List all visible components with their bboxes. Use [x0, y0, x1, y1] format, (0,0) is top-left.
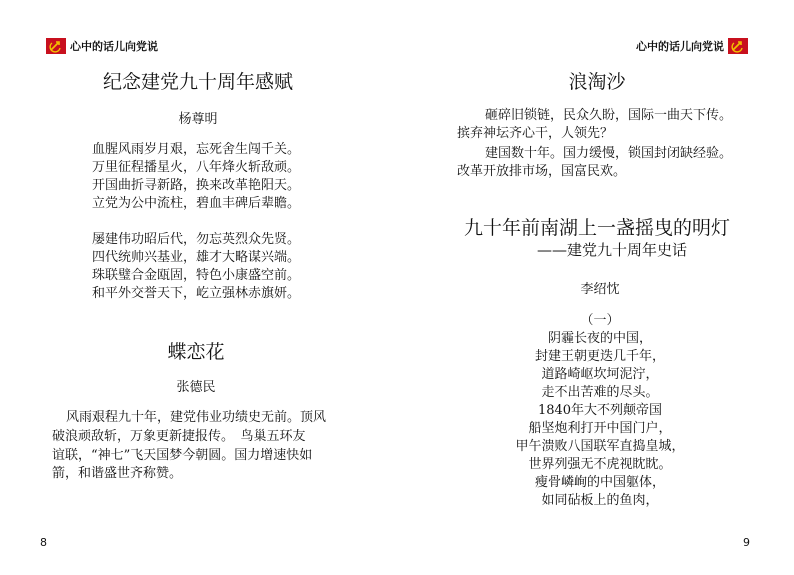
poem-line: 四代统帅兴基业，雄才大略谋兴端。	[92, 250, 301, 265]
poem-line: 血腥风雨岁月艰，忘死舍生闯千关。	[92, 142, 301, 157]
poem-subtitle: ——建党九十周年史话	[536, 241, 688, 259]
poem-line: 道路崎岖坎坷泥泞，	[541, 367, 659, 382]
poem-line: 箭，和谐盛世齐称赞。	[52, 466, 183, 481]
poem-author: 李绍忱	[580, 282, 620, 297]
poem-line: 改革开放排市场，国富民欢。	[457, 164, 627, 179]
poem-line: 世界列强无不虎视眈眈。	[528, 457, 672, 472]
poem-line: 阴霾长夜的中国，	[547, 331, 653, 346]
running-title: 心中的话儿向党说	[636, 40, 724, 53]
poem-line: 珠联璧合金瓯固，特色小康盛空前。	[92, 268, 301, 283]
right-page	[397, 0, 794, 575]
running-title: 心中的话儿向党说	[70, 40, 158, 53]
poem-line: 屡建伟功昭后代，勿忘英烈众先贤。	[92, 232, 301, 247]
running-header-left	[46, 38, 158, 54]
poem-line: 建国数十年。国力缓慢，锁国封闭缺经验。	[485, 146, 733, 161]
poem-line: 1840年大不列颠帝国	[537, 403, 663, 418]
poem-line: 船坚炮利打开中国门户，	[528, 421, 672, 436]
poem-line: 甲午溃败八国联军直捣皇城，	[515, 439, 685, 454]
poem-line: 立党为公中流柱，碧血丰碑后辈瞻。	[92, 196, 301, 211]
poem-title: 浪淘沙	[568, 71, 626, 93]
poem-line: 和平外交誉天下，屹立强林赤旗妍。	[92, 286, 301, 301]
poem-line: 封建王朝更迭几千年，	[534, 349, 666, 364]
poem-line: 破浪顽敌斩，万象更新捷报传。 鸟巢五环友	[52, 429, 306, 444]
poem-author: 杨尊明	[178, 112, 218, 127]
poem-line: 摈弃神坛齐心干，人领先？	[457, 126, 614, 141]
poem-line: 风雨艰程九十年，建党伟业功绩史无前。顶风	[66, 410, 327, 425]
hammer-and-sickle-icon	[46, 38, 66, 54]
poem-line: 谊联，“神七”飞天国梦今朝圆。国力增速快如	[52, 448, 313, 463]
poem-title: 纪念建党九十周年感赋	[102, 71, 294, 93]
poem-line: 开国曲折寻新路，换来改革艳阳天。	[92, 178, 301, 193]
poem-title: 九十年前南湖上一盏摇曳的明灯	[463, 217, 731, 239]
poem-author: 张德民	[176, 380, 216, 395]
poem-title: 蝶恋花	[167, 341, 225, 363]
poem-line: 砸碎旧锁链，民众久盼，国际一曲天下传。	[485, 108, 733, 123]
hammer-and-sickle-icon	[728, 38, 748, 54]
page-number: 9	[743, 536, 750, 549]
poem-line: 瘦骨嶙峋的中国躯体，	[534, 475, 666, 490]
section-marker: （一）	[580, 313, 620, 328]
page-number: 8	[40, 536, 47, 549]
poem-line: 万里征程播星火，八年烽火斩敌顽。	[92, 160, 301, 175]
poem-line: 如同砧板上的鱼肉，	[541, 493, 659, 508]
running-header-right	[636, 38, 748, 54]
poem-line: 走不出苦难的尽头。	[541, 385, 659, 400]
